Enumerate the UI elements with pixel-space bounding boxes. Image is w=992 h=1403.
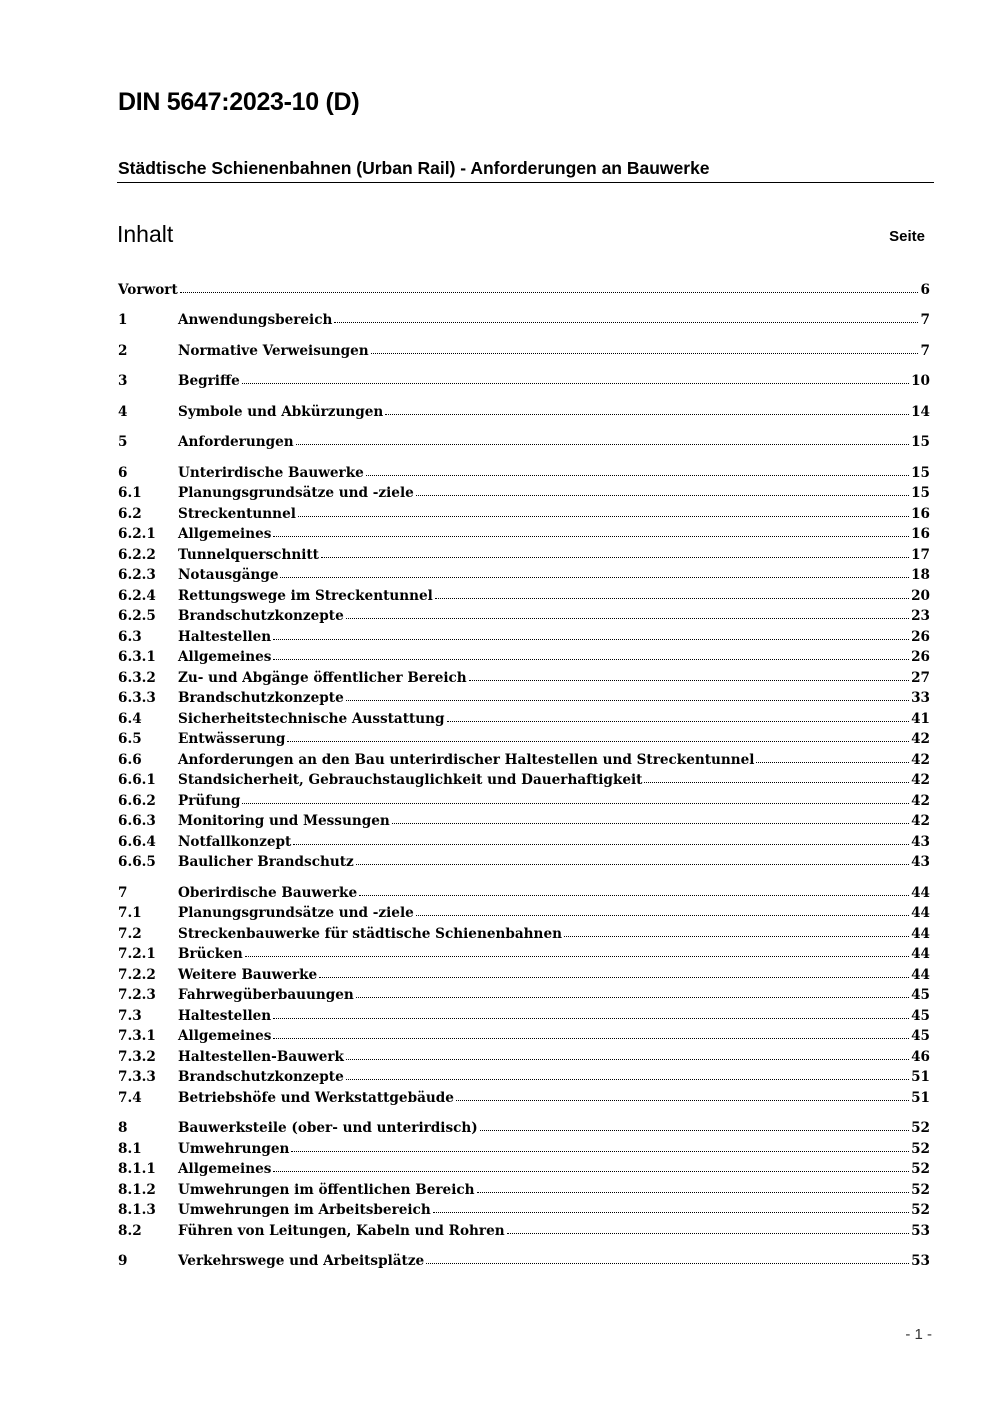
toc-entry-title: Brandschutzkonzepte — [178, 690, 344, 706]
toc-leader-dots — [416, 915, 909, 916]
toc-leader-dots — [480, 1130, 909, 1131]
toc-entry[interactable] — [118, 1139, 930, 1159]
toc-entry-title: Bauwerksteile (ober- und unterirdisch) — [178, 1120, 478, 1136]
toc-entry-page: 20 — [911, 588, 930, 604]
toc-leader-dots — [287, 741, 909, 742]
toc-entry-number: 6.6.5 — [118, 854, 156, 870]
page-number: - 1 - — [905, 1326, 932, 1343]
toc-leader-dots — [356, 997, 909, 998]
toc-entry[interactable] — [118, 852, 930, 872]
toc-entry[interactable] — [118, 504, 930, 524]
toc-entry-page: 44 — [911, 885, 930, 901]
toc-entry-page: 23 — [911, 608, 930, 624]
toc-entry-title: Anforderungen an den Bau unterirdischer Haltestellen und Streckentunnel — [178, 752, 755, 768]
toc-leader-dots — [426, 1263, 909, 1264]
document-id: DIN 5647:2023-10 (D) — [118, 88, 360, 116]
toc-entry-page: 18 — [911, 567, 930, 583]
toc-entry-title: Notausgänge — [178, 567, 279, 583]
toc-entry-title: Baulicher Brandschutz — [178, 854, 354, 870]
toc-heading: Inhalt — [117, 221, 174, 247]
toc-leader-dots — [245, 956, 909, 957]
toc-entry-page: 15 — [911, 465, 930, 481]
toc-entry[interactable] — [118, 709, 930, 729]
toc-entry[interactable] — [118, 1067, 930, 1087]
toc-entry-page: 42 — [911, 772, 930, 788]
toc-entry-page: 15 — [911, 485, 930, 501]
toc-entry-title: Prüfung — [178, 793, 241, 809]
toc-leader-dots — [298, 516, 909, 517]
toc-entry-page: 52 — [911, 1202, 930, 1218]
toc-leader-dots — [416, 495, 909, 496]
toc-leader-dots — [280, 577, 909, 578]
toc-entry-number: 3 — [118, 373, 128, 389]
toc-entry-title: Umwehrungen — [178, 1141, 290, 1157]
toc-entry-page: 52 — [911, 1161, 930, 1177]
toc-entry-title: Unterirdische Bauwerke — [178, 465, 364, 481]
toc-entry-page: 45 — [911, 1008, 930, 1024]
toc-entry-number: 7.2 — [118, 926, 142, 942]
toc-entry-title: Tunnelquerschnitt — [178, 547, 319, 563]
toc-entry[interactable] — [118, 811, 930, 831]
toc-entry-number: 6.3 — [118, 629, 142, 645]
toc-leader-dots — [319, 977, 909, 978]
toc-leader-dots — [366, 475, 909, 476]
toc-entry-page: 26 — [911, 629, 930, 645]
toc-entry-number: 7.2.3 — [118, 987, 156, 1003]
toc-entry[interactable] — [118, 1221, 930, 1241]
toc-entry-page: 16 — [911, 526, 930, 542]
toc-entry-title: Sicherheitstechnische Ausstattung — [178, 711, 445, 727]
toc-entry-title: Monitoring und Messungen — [178, 813, 390, 829]
toc-entry[interactable] — [118, 586, 930, 606]
toc-entry-number: 8 — [118, 1120, 128, 1136]
toc-leader-dots — [321, 557, 909, 558]
toc-entry-number: 4 — [118, 404, 128, 420]
toc-entry[interactable] — [118, 565, 930, 585]
toc-entry-number: 6.3.1 — [118, 649, 156, 665]
toc-entry[interactable] — [118, 1159, 930, 1179]
toc-entry-number: 9 — [118, 1253, 128, 1269]
toc-entry-title: Anwendungsbereich — [178, 312, 333, 328]
toc-entry-page: 42 — [911, 813, 930, 829]
toc-entry-number: 6.3.3 — [118, 690, 156, 706]
toc-entry-title: Allgemeines — [178, 1028, 272, 1044]
toc-leader-dots — [356, 864, 909, 865]
toc-leader-dots — [507, 1233, 909, 1234]
toc-entry[interactable] — [118, 770, 930, 790]
toc-entry-page: 45 — [911, 1028, 930, 1044]
toc-leader-dots — [242, 803, 909, 804]
toc-entry[interactable] — [118, 647, 930, 667]
toc-entry[interactable] — [118, 432, 930, 452]
toc-entry-number: 6.2.3 — [118, 567, 156, 583]
toc-entry-number: 7.3.1 — [118, 1028, 156, 1044]
toc-entry-page: 16 — [911, 506, 930, 522]
toc-entry-title: Haltestellen — [178, 1008, 272, 1024]
toc-entry-number: 6.2.5 — [118, 608, 156, 624]
toc-entry-number: 6.2.4 — [118, 588, 156, 604]
toc-entry[interactable] — [118, 606, 930, 626]
toc-entry-page: 15 — [911, 434, 930, 450]
toc-entry[interactable] — [118, 924, 930, 944]
toc-entry-title: Umwehrungen im Arbeitsbereich — [178, 1202, 431, 1218]
toc-entry-page: 7 — [920, 343, 930, 359]
toc-entry-title: Haltestellen-Bauwerk — [178, 1049, 344, 1065]
toc-entry-number: 6.2.1 — [118, 526, 156, 542]
toc-entry-page: 27 — [911, 670, 930, 686]
toc-entry-page: 17 — [911, 547, 930, 563]
toc-entry-title: Betriebshöfe und Werkstattgebäude — [178, 1090, 454, 1106]
toc-entry-number: 8.2 — [118, 1223, 142, 1239]
document-title: Städtische Schienenbahnen (Urban Rail) - Anforderungen an Bauwerke — [118, 158, 710, 178]
toc-entry[interactable] — [118, 524, 930, 544]
toc-leader-dots — [273, 659, 909, 660]
toc-entry-page: 52 — [911, 1182, 930, 1198]
toc-entry-number: 7 — [118, 885, 128, 901]
toc-entry-title: Allgemeines — [178, 1161, 272, 1177]
toc-entry-number: 8.1.2 — [118, 1182, 156, 1198]
toc-entry-title: Normative Verweisungen — [178, 343, 369, 359]
toc-entry-title: Fahrwegüberbauungen — [178, 987, 354, 1003]
toc-entry[interactable] — [118, 627, 930, 647]
toc-entry[interactable] — [118, 985, 930, 1005]
toc-entry[interactable] — [118, 1047, 930, 1067]
toc-entry-page: 33 — [911, 690, 930, 706]
toc-entry[interactable] — [118, 483, 930, 503]
toc-entry-title: Rettungswege im Streckentunnel — [178, 588, 433, 604]
toc-entry-page: 7 — [920, 312, 930, 328]
toc-entry-title: Umwehrungen im öffentlichen Bereich — [178, 1182, 475, 1198]
toc-entry[interactable] — [118, 463, 930, 483]
toc-entry-page: 10 — [911, 373, 930, 389]
toc-entry[interactable] — [118, 280, 930, 300]
toc-leader-dots — [371, 353, 918, 354]
toc-entry-title: Allgemeines — [178, 649, 272, 665]
toc-entry[interactable] — [118, 371, 930, 391]
toc-entry-number: 8.1 — [118, 1141, 142, 1157]
toc-entry[interactable] — [118, 1026, 930, 1046]
toc-leader-dots — [392, 823, 909, 824]
toc-entry-title: Entwässerung — [178, 731, 286, 747]
toc-entry-number: 2 — [118, 343, 128, 359]
toc-entry-number: 6.2.2 — [118, 547, 156, 563]
toc-entry-number: 5 — [118, 434, 128, 450]
toc-entry-number: 6.6.3 — [118, 813, 156, 829]
toc-entry[interactable] — [118, 965, 930, 985]
toc-entry-page: 51 — [911, 1090, 930, 1106]
toc-leader-dots — [359, 895, 909, 896]
toc-entry-title: Führen von Leitungen, Kabeln und Rohren — [178, 1223, 505, 1239]
toc-entry[interactable] — [118, 750, 930, 770]
toc-entry-page: 43 — [911, 854, 930, 870]
toc-entry[interactable] — [118, 1118, 930, 1138]
toc-entry-page: 42 — [911, 793, 930, 809]
toc-entry-number: 8.1.1 — [118, 1161, 156, 1177]
toc-entry-page: 41 — [911, 711, 930, 727]
toc-entry-page: 14 — [911, 404, 930, 420]
toc-entry-page: 44 — [911, 946, 930, 962]
toc-entry-page: 42 — [911, 752, 930, 768]
toc-entry-page: 26 — [911, 649, 930, 665]
toc-entry-number: 1 — [118, 312, 128, 328]
toc-entry-number: 6 — [118, 465, 128, 481]
toc-entry-page: 44 — [911, 967, 930, 983]
toc-leader-dots — [273, 1018, 909, 1019]
toc-leader-dots — [469, 680, 909, 681]
toc-leader-dots — [385, 414, 909, 415]
toc-leader-dots — [180, 292, 918, 293]
toc-entry-number: 7.2.2 — [118, 967, 156, 983]
toc-entry-title: Anforderungen — [178, 434, 294, 450]
toc-entry-number: 6.6.1 — [118, 772, 156, 788]
toc-entry-title: Allgemeines — [178, 526, 272, 542]
toc-entry-title: Weitere Bauwerke — [178, 967, 318, 983]
toc-entry-number: 6.4 — [118, 711, 142, 727]
toc-entry-number: 6.5 — [118, 731, 142, 747]
toc-entry-title: Symbole und Abkürzungen — [178, 404, 384, 420]
toc-entry[interactable] — [118, 402, 930, 422]
toc-leader-dots — [447, 721, 910, 722]
toc-entry[interactable] — [118, 729, 930, 749]
toc-entry-page: 45 — [911, 987, 930, 1003]
toc-entry-title: Verkehrswege und Arbeitsplätze — [178, 1253, 425, 1269]
toc-leader-dots — [334, 322, 918, 323]
toc-leader-dots — [293, 844, 909, 845]
toc-entry-page: 43 — [911, 834, 930, 850]
toc-entry[interactable] — [118, 832, 930, 852]
toc-entry-number: 7.3.3 — [118, 1069, 156, 1085]
toc-entry[interactable] — [118, 1200, 930, 1220]
toc-entry-title: Brandschutzkonzepte — [178, 1069, 344, 1085]
toc-entry-number: 7.1 — [118, 905, 142, 921]
toc-entry-page: 53 — [911, 1253, 930, 1269]
toc-leader-dots — [346, 1079, 909, 1080]
toc-leader-dots — [291, 1151, 909, 1152]
toc-entry-number: 7.3.2 — [118, 1049, 156, 1065]
toc-entry-title: Standsicherheit, Gebrauchstauglichkeit und Dauerhaftigkeit — [178, 772, 643, 788]
toc-leader-dots — [346, 618, 909, 619]
toc-leader-dots — [435, 598, 909, 599]
toc-entry-title: Notfallkonzept — [178, 834, 292, 850]
toc-entry-page: 44 — [911, 905, 930, 921]
toc-entry[interactable] — [118, 341, 930, 361]
toc-entry[interactable] — [118, 1180, 930, 1200]
toc-entry-title: Planungsgrundsätze und -ziele — [178, 905, 414, 921]
toc-entry[interactable] — [118, 310, 930, 330]
toc-leader-dots — [456, 1100, 909, 1101]
toc-entry-page: 52 — [911, 1120, 930, 1136]
toc-entry-title: Streckentunnel — [178, 506, 296, 522]
toc-entry-title: Planungsgrundsätze und -ziele — [178, 485, 414, 501]
toc-entry-page: 6 — [920, 282, 930, 298]
toc-entry-number: 8.1.3 — [118, 1202, 156, 1218]
toc-entry-number: 6.2 — [118, 506, 142, 522]
toc-leader-dots — [273, 639, 909, 640]
toc-leader-dots — [756, 762, 909, 763]
toc-entry-number: 6.6.2 — [118, 793, 156, 809]
toc-entry[interactable] — [118, 1088, 930, 1108]
toc-leader-dots — [346, 700, 909, 701]
page-column-label: Seite — [889, 228, 925, 245]
toc-entry-number: 7.3 — [118, 1008, 142, 1024]
toc-leader-dots — [433, 1212, 909, 1213]
toc-entry-title: Vorwort — [118, 282, 178, 298]
toc-entry[interactable] — [118, 688, 930, 708]
toc-leader-dots — [564, 936, 909, 937]
toc-leader-dots — [296, 444, 909, 445]
toc-entry-page: 44 — [911, 926, 930, 942]
toc-entry-title: Streckenbauwerke für städtische Schienenbahnen — [178, 926, 562, 942]
toc-entry-title: Oberirdische Bauwerke — [178, 885, 358, 901]
toc-leader-dots — [242, 383, 909, 384]
toc-leader-dots — [644, 782, 909, 783]
toc-leader-dots — [477, 1192, 910, 1193]
toc-entry[interactable] — [118, 668, 930, 688]
toc-entry-number: 6.6.4 — [118, 834, 156, 850]
toc-entry[interactable] — [118, 944, 930, 964]
toc-entry-title: Begriffe — [178, 373, 240, 389]
toc-entry-title: Zu- und Abgänge öffentlicher Bereich — [178, 670, 467, 686]
toc-entry[interactable] — [118, 545, 930, 565]
toc-entry-page: 51 — [911, 1069, 930, 1085]
toc-entry[interactable] — [118, 883, 930, 903]
toc-entry-number: 6.3.2 — [118, 670, 156, 686]
toc-entry-title: Brandschutzkonzepte — [178, 608, 344, 624]
toc-entry-title: Brücken — [178, 946, 243, 962]
toc-leader-dots — [273, 536, 909, 537]
toc-entry-number: 7.4 — [118, 1090, 142, 1106]
toc-leader-dots — [273, 1171, 909, 1172]
title-underline — [117, 182, 934, 183]
toc-entry-title: Haltestellen — [178, 629, 272, 645]
toc-entry[interactable] — [118, 1006, 930, 1026]
toc-entry-number: 7.2.1 — [118, 946, 156, 962]
toc-entry-page: 52 — [911, 1141, 930, 1157]
toc-entry[interactable] — [118, 1251, 930, 1271]
toc-leader-dots — [346, 1059, 909, 1060]
toc-entry[interactable] — [118, 903, 930, 923]
toc-entry-number: 6.6 — [118, 752, 142, 768]
toc-entry-page: 46 — [911, 1049, 930, 1065]
toc-entry-page: 42 — [911, 731, 930, 747]
toc-entry[interactable] — [118, 791, 930, 811]
toc-entry-number: 6.1 — [118, 485, 142, 501]
toc-entry-page: 53 — [911, 1223, 930, 1239]
toc-leader-dots — [273, 1038, 909, 1039]
